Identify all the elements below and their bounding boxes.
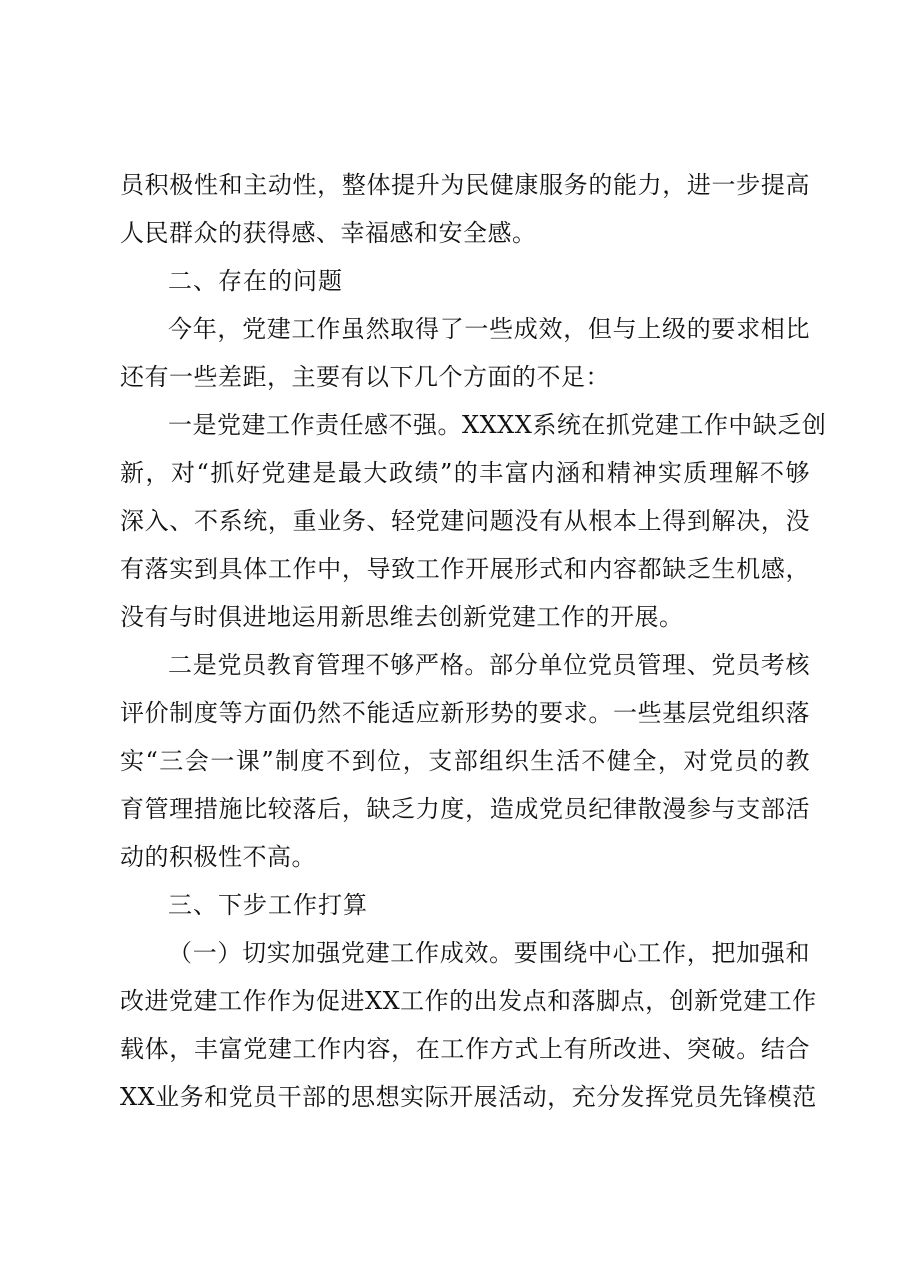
paragraph-line: 还有一些差距，主要有以下几个方面的不足： <box>120 363 610 391</box>
paragraph-line: 深入、不系统，重业务、轻党建问题没有从根本上得到解决，没 <box>120 507 810 535</box>
paragraph-line: （一）切实加强党建工作成效。要围绕中心工作，把加强和 <box>168 939 810 967</box>
paragraph-line: 员积极性和主动性，整体提升为民健康服务的能力，进一步提高 <box>120 171 810 199</box>
paragraph-line: 评价制度等方面仍然不能适应新形势的要求。一些基层党组织落 <box>120 699 810 727</box>
paragraph-line: XX业务和党员干部的思想实际开展活动，充分发挥党员先锋模范 <box>120 1083 817 1111</box>
paragraph-line: 没有与时俱进地运用新思维去创新党建工作的开展。 <box>120 603 684 631</box>
paragraph-line: 载体，丰富党建工作内容，在工作方式上有所改进、突破。结合 <box>120 1035 810 1063</box>
paragraph-line: 二是党员教育管理不够严格。部分单位党员管理、党员考核 <box>168 651 810 679</box>
paragraph-line: 有落实到具体工作中，导致工作开展形式和内容都缺乏生机感， <box>120 555 810 583</box>
section-heading-problems: 二、存在的问题 <box>168 267 343 295</box>
paragraph-line: 改进党建工作作为促进XX工作的出发点和落脚点，创新党建工作 <box>120 987 817 1015</box>
paragraph-line: 育管理措施比较落后，缺乏力度，造成党员纪律散漫参与支部活 <box>120 795 810 823</box>
paragraph-line: 一是党建工作责任感不强。XXXX系统在抓党建工作中缺乏创 <box>168 411 827 439</box>
section-heading-next-steps: 三、下步工作打算 <box>168 891 368 919</box>
paragraph-line: 新，对“抓好党建是最大政绩”的丰富内涵和精神实质理解不够 <box>120 459 810 487</box>
paragraph-line: 今年，党建工作虽然取得了一些成效，但与上级的要求相比 <box>168 315 810 343</box>
paragraph-line: 动的积极性不高。 <box>120 843 316 871</box>
paragraph-line: 人民群众的获得感、幸福感和安全感。 <box>120 219 537 247</box>
paragraph-line: 实“三会一课”制度不到位，支部组织生活不健全，对党员的教 <box>120 747 810 775</box>
